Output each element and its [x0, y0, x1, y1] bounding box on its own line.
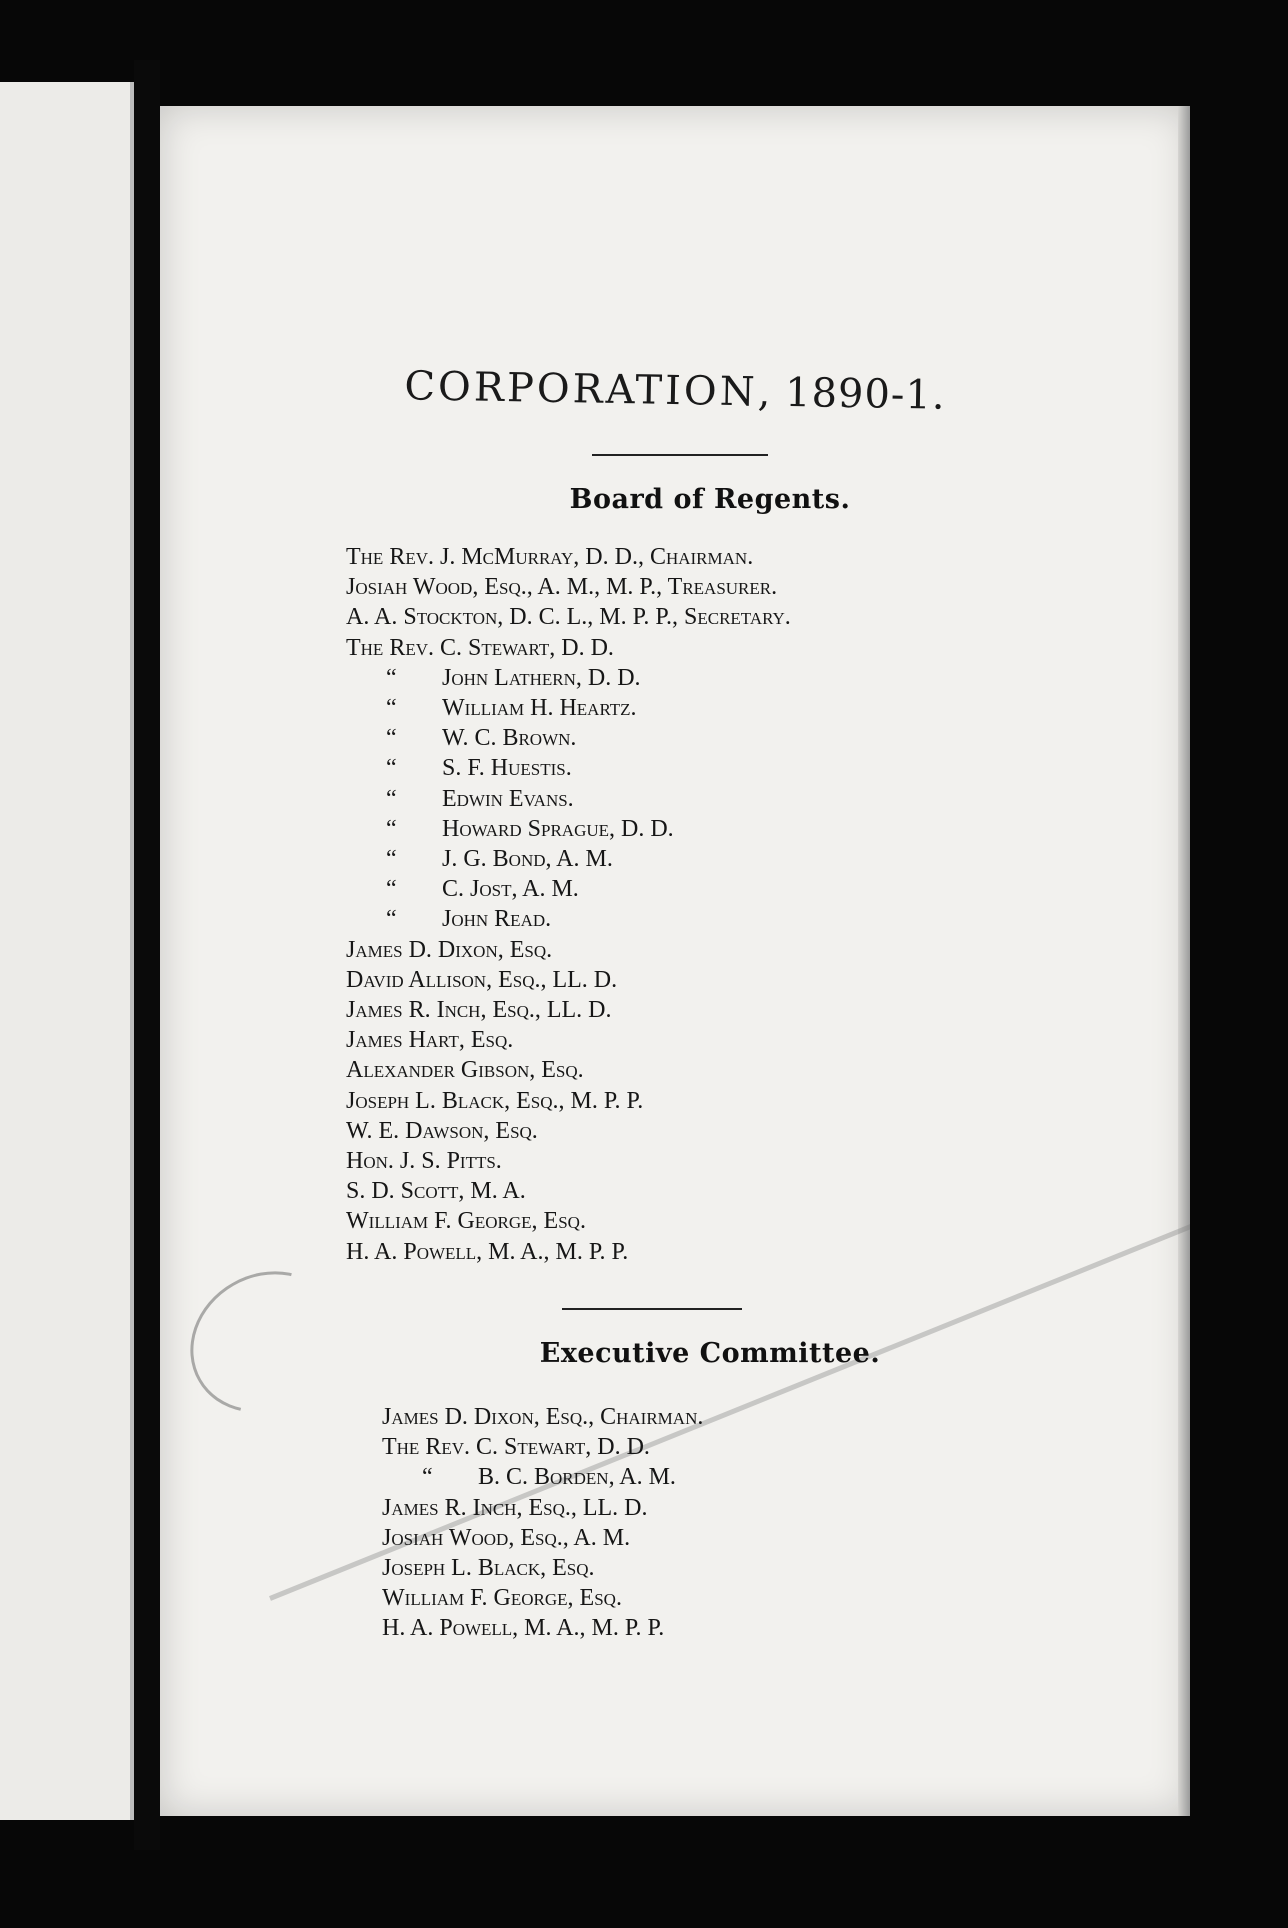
member-name: Howard Sprague, D. D. — [442, 815, 674, 842]
list-item — [346, 844, 791, 874]
list-item — [346, 633, 791, 663]
list-item — [346, 693, 791, 723]
list-item — [382, 1432, 703, 1462]
list-item — [346, 1055, 791, 1085]
section-heading-board-of-regents: Board of Regents. — [569, 484, 851, 515]
member-name: James D. Dixon, Esq., Chairman. — [382, 1404, 704, 1430]
member-name: John Read. — [442, 906, 552, 933]
ditto-mark: “ — [386, 785, 397, 812]
list-item — [346, 1116, 791, 1146]
list-item — [346, 814, 791, 844]
list-item — [346, 935, 791, 965]
ditto-mark: “ — [386, 755, 397, 782]
member-name: The Rev. J. McMurray, D. D., Chairman. — [346, 544, 754, 570]
page-title — [160, 359, 1190, 423]
facing-page-edge — [0, 82, 134, 1820]
list-item — [346, 1237, 791, 1267]
divider-rule — [592, 454, 768, 456]
section-heading-executive-committee: Executive Committee. — [539, 1338, 881, 1369]
ditto-mark: “ — [386, 815, 397, 842]
member-name: B. C. Borden, A. M. — [478, 1464, 676, 1491]
ditto-mark: “ — [386, 846, 397, 873]
list-item — [382, 1493, 703, 1523]
ditto-mark: “ — [386, 906, 397, 933]
member-name: James D. Dixon, Esq. — [346, 936, 553, 963]
member-name: William H. Heartz. — [442, 695, 637, 722]
member-name: Alexander Gibson, Esq. — [346, 1057, 584, 1084]
list-item — [346, 904, 791, 934]
member-name: The Rev. C. Stewart, D. D. — [382, 1434, 650, 1461]
list-item — [346, 542, 791, 572]
list-item — [382, 1523, 703, 1553]
page-right-edge — [1178, 106, 1190, 1816]
member-name: James R. Inch, Esq., LL. D. — [346, 997, 612, 1024]
ditto-mark: “ — [386, 725, 397, 752]
title-year: , 1890-1. — [757, 369, 946, 419]
member-name: C. Jost, A. M. — [442, 876, 579, 903]
document-page — [160, 106, 1190, 1816]
member-name: Joseph L. Black, Esq. — [382, 1555, 595, 1582]
member-name: Josiah Wood, Esq., A. M. — [382, 1524, 631, 1551]
member-name: J. G. Bond, A. M. — [442, 846, 613, 873]
list-item — [346, 723, 791, 753]
list-item — [346, 995, 791, 1025]
list-item — [382, 1553, 703, 1583]
book-gutter — [134, 60, 160, 1850]
member-name: David Allison, Esq., LL. D. — [346, 966, 618, 993]
member-name: H. A. Powell, M. A., M. P. P. — [382, 1615, 665, 1642]
member-name: William F. George, Esq. — [346, 1208, 586, 1235]
member-name: James R. Inch, Esq., LL. D. — [382, 1494, 648, 1521]
list-item — [346, 1146, 791, 1176]
ditto-mark: “ — [386, 876, 397, 903]
list-item — [346, 874, 791, 904]
member-name: Joseph L. Black, Esq., M. P. P. — [346, 1087, 644, 1114]
list-item — [382, 1402, 703, 1432]
list-item — [346, 1086, 791, 1116]
list-item — [346, 753, 791, 783]
list-item — [382, 1583, 703, 1613]
member-name: Josiah Wood, Esq., A. M., M. P., Treasurer. — [346, 574, 778, 601]
member-name: S. D. Scott, M. A. — [346, 1178, 526, 1205]
list-item — [346, 784, 791, 814]
ditto-mark: “ — [386, 695, 397, 722]
list-item — [346, 602, 791, 632]
list-item — [382, 1613, 703, 1643]
ditto-mark: “ — [422, 1464, 433, 1491]
list-item — [346, 1176, 791, 1206]
divider-rule — [562, 1308, 742, 1310]
list-item — [346, 572, 791, 602]
member-name: The Rev. C. Stewart, D. D. — [346, 634, 614, 661]
member-name: S. F. Huestis. — [442, 755, 572, 782]
member-name: John Lathern, D. D. — [442, 664, 641, 691]
list-item — [346, 1206, 791, 1236]
board-of-regents-list — [346, 542, 791, 1267]
list-item — [346, 1025, 791, 1055]
member-name: H. A. Powell, M. A., M. P. P. — [346, 1238, 629, 1265]
executive-committee-list — [382, 1402, 703, 1644]
member-name: Hon. J. S. Pitts. — [346, 1148, 502, 1175]
member-name: James Hart, Esq. — [346, 1027, 514, 1054]
ditto-mark: “ — [386, 664, 397, 691]
member-name: William F. George, Esq. — [382, 1585, 622, 1612]
list-item — [382, 1462, 703, 1492]
member-name: A. A. Stockton, D. C. L., M. P. P., Secretary. — [346, 604, 791, 631]
list-item — [346, 965, 791, 995]
list-item — [346, 663, 791, 693]
title-main: CORPORATION — [404, 363, 759, 416]
member-name: Edwin Evans. — [442, 785, 574, 812]
member-name: W. E. Dawson, Esq. — [346, 1117, 538, 1144]
member-name: W. C. Brown. — [442, 725, 577, 752]
